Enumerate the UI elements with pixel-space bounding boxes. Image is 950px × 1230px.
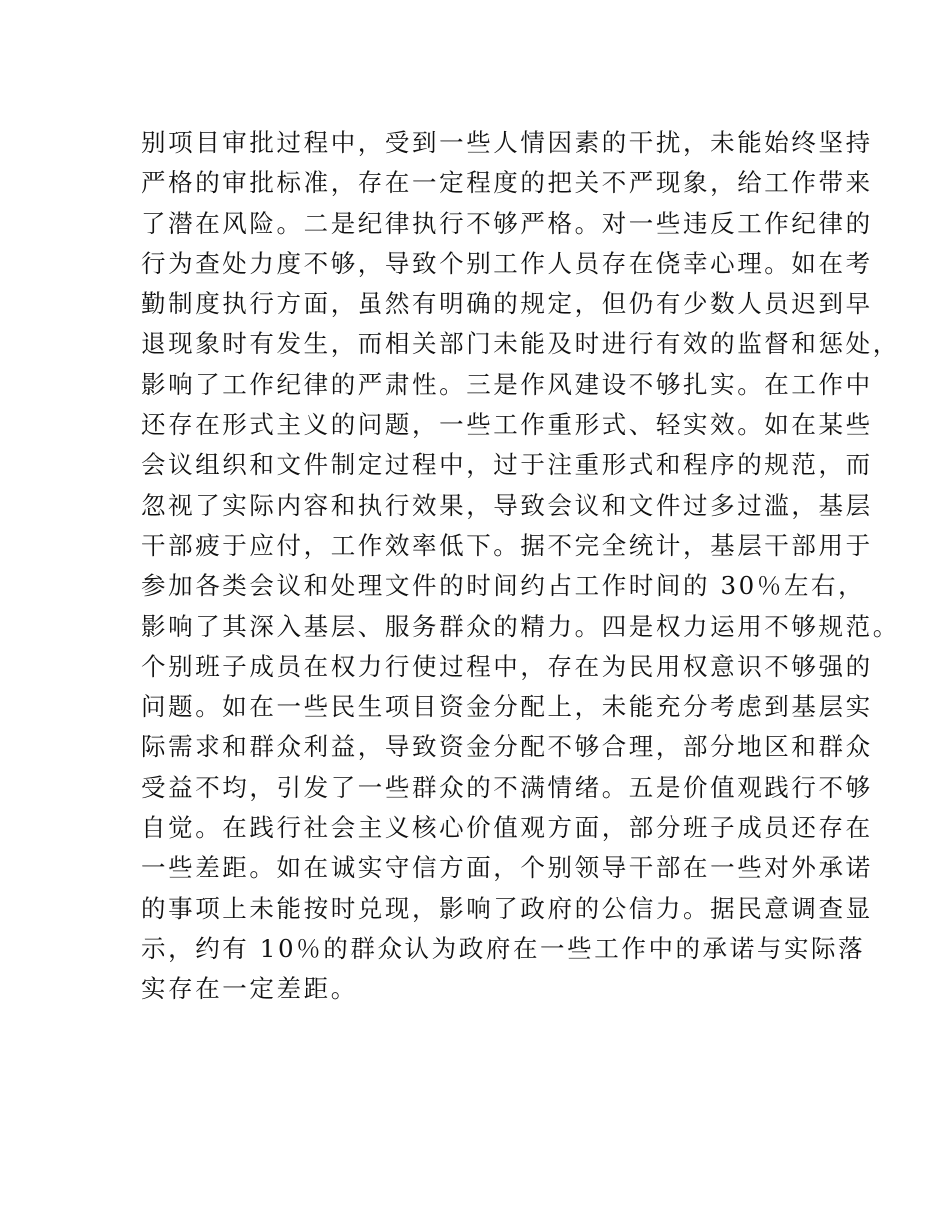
text-line: 了潜在风险。二是纪律执行不够严格。对一些违反工作纪律的	[141, 208, 873, 238]
text-line: 自觉。在践行社会主义核心价值观方面，部分班子成员还存在	[141, 813, 873, 843]
text-line: 受益不均，引发了一些群众的不满情绪。五是价值观践行不够	[141, 772, 873, 802]
text-line: 影响了其深入基层、服务群众的精力。四是权力运用不够规范。	[141, 611, 900, 641]
text-line: 实存在一定差距。	[141, 974, 358, 1004]
text-line: 干部疲于应付，工作效率低下。据不完全统计，基层干部用于	[141, 530, 873, 560]
text-line: 别项目审批过程中，受到一些人情因素的干扰，未能始终坚持	[141, 128, 873, 157]
text-line: 会议组织和文件制定过程中，过于注重形式和程序的规范，而	[141, 450, 873, 480]
text-line: 忽视了实际内容和执行效果，导致会议和文件过多过滥，基层	[141, 490, 873, 520]
text-line: 一些差距。如在诚实守信方面，个别领导干部在一些对外承诺	[141, 853, 873, 883]
text-line: 的事项上未能按时兑现，影响了政府的公信力。据民意调查显	[141, 893, 873, 923]
text-line: 影响了工作纪律的严肃性。三是作风建设不够扎实。在工作中	[141, 369, 873, 399]
text-line: 退现象时有发生，而相关部门未能及时进行有效的监督和惩处，	[141, 329, 900, 359]
text-line: 际需求和群众利益，导致资金分配不够合理，部分地区和群众	[141, 732, 873, 762]
text-line: 严格的审批标准，存在一定程度的把关不严现象，给工作带来	[141, 168, 873, 198]
body-paragraph	[141, 123, 900, 1010]
text-line: 问题。如在一些民生项目资金分配上，未能充分考虑到基层实	[141, 692, 873, 722]
text-line: 还存在形式主义的问题，一些工作重形式、轻实效。如在某些	[141, 410, 873, 440]
text-line: 勤制度执行方面，虽然有明确的规定，但仍有少数人员迟到早	[141, 289, 873, 319]
text-line: 个别班子成员在权力行使过程中，存在为民用权意识不够强的	[141, 651, 873, 681]
text-line: 参加各类会议和处理文件的时间约占工作时间的 30％左右，	[141, 571, 866, 601]
text-line: 示，约有 10％的群众认为政府在一些工作中的承诺与实际落	[141, 933, 866, 963]
text-line: 行为查处力度不够，导致个别工作人员存在侥幸心理。如在考	[141, 248, 873, 278]
